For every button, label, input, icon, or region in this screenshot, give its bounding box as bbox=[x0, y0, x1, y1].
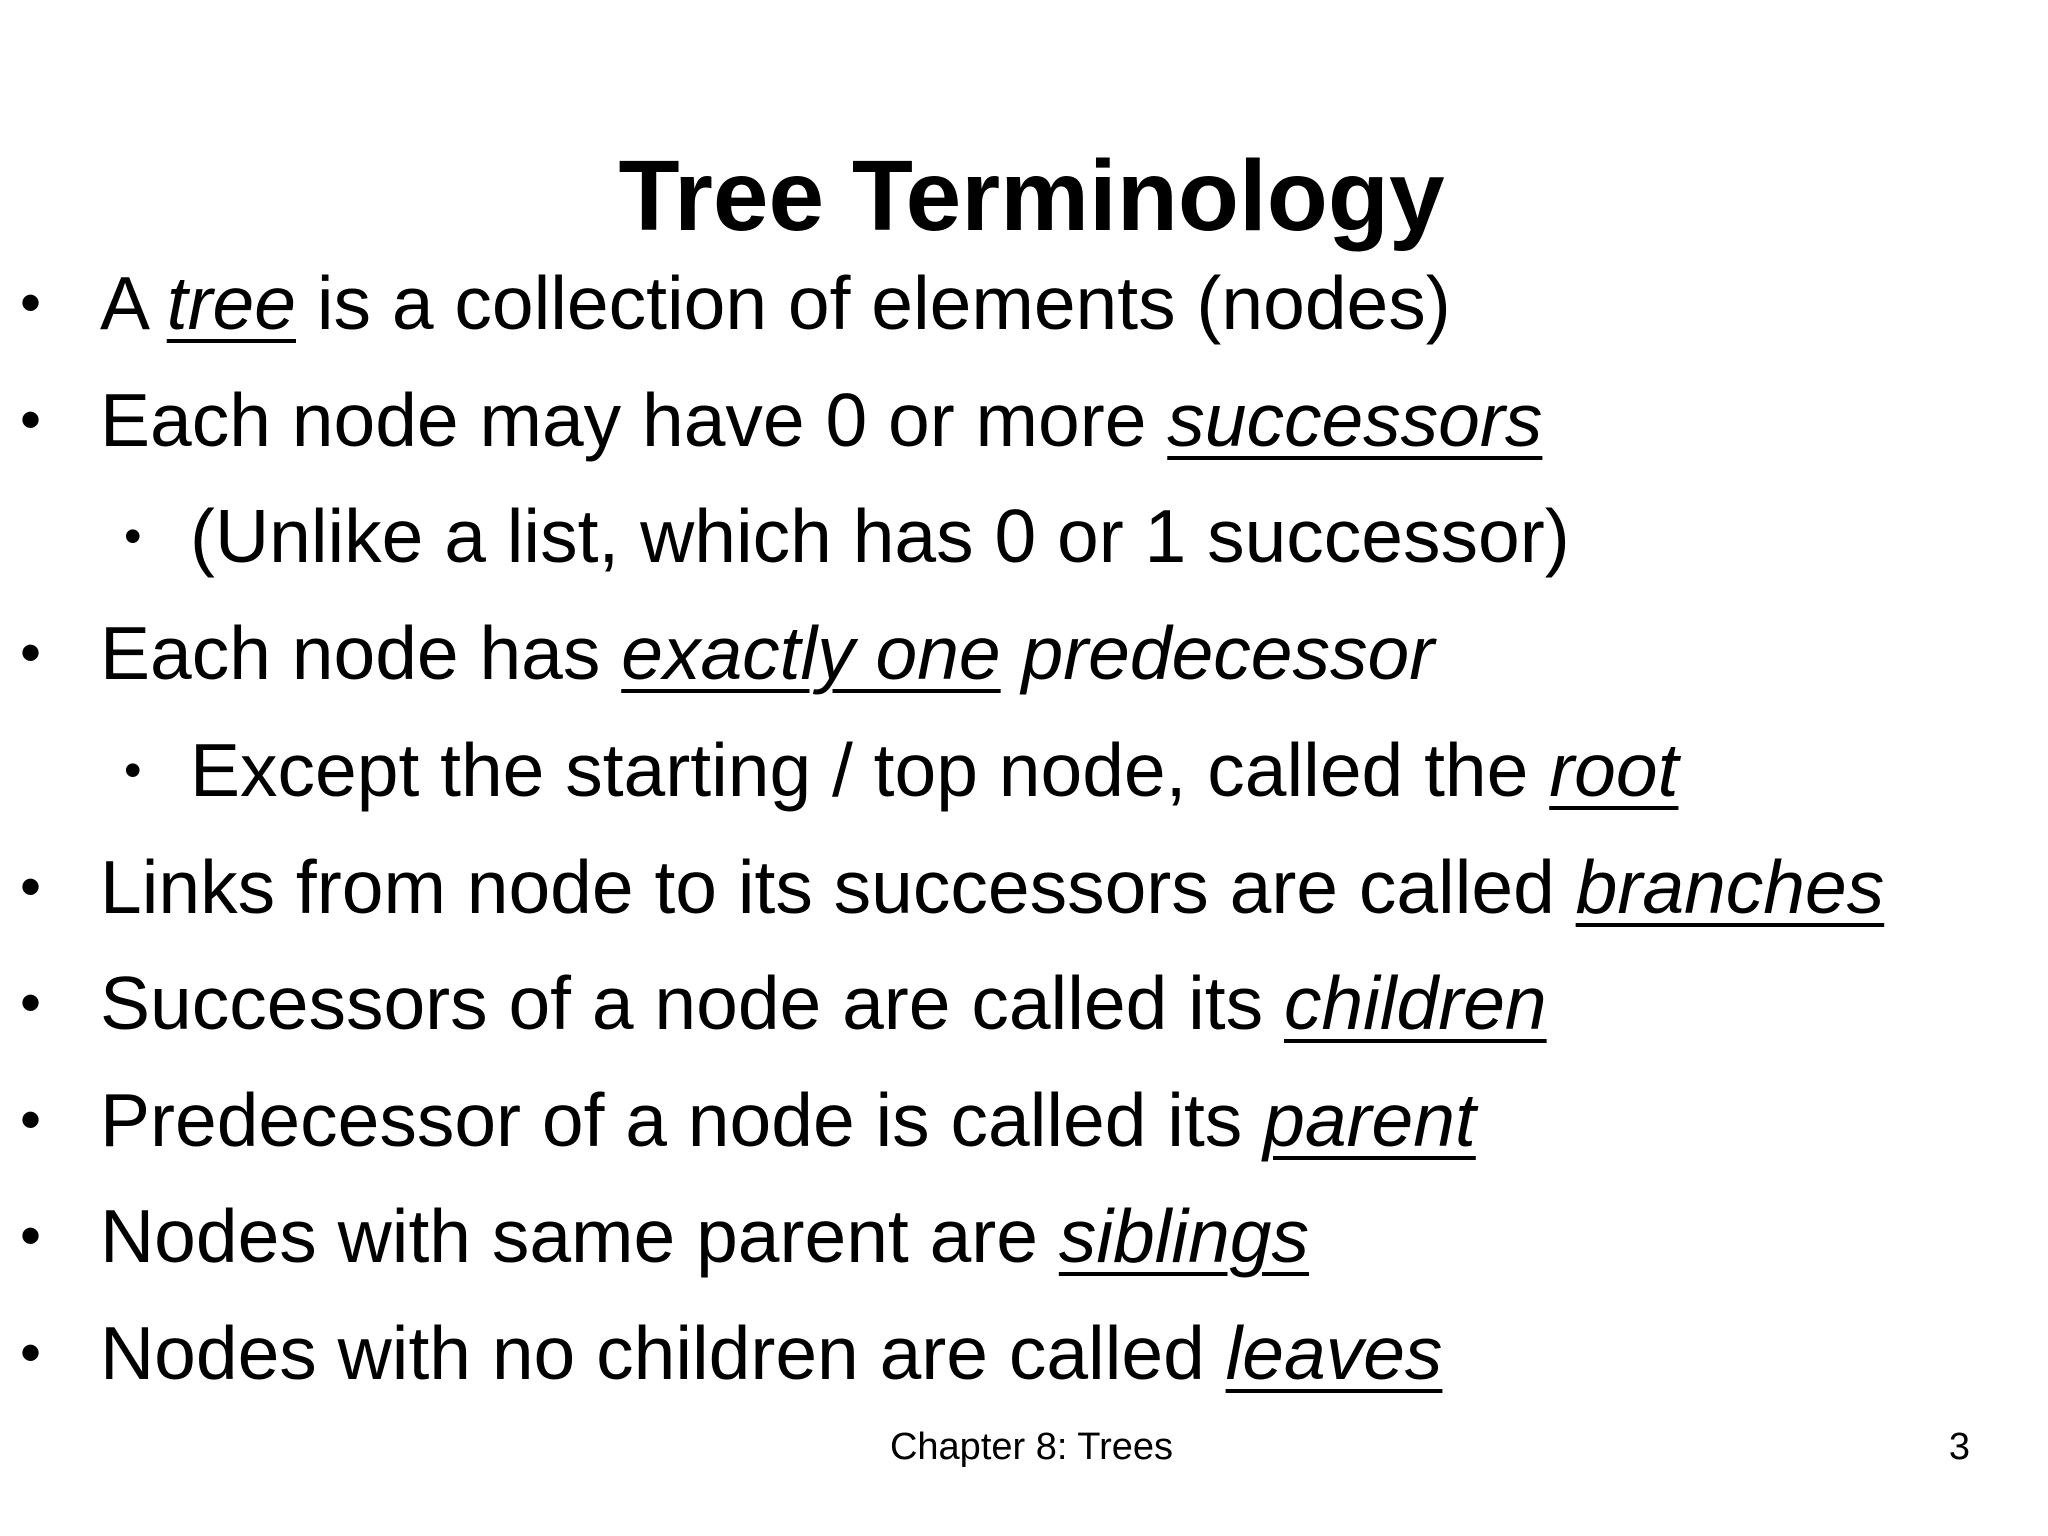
term-predecessor: predecessor bbox=[1021, 611, 1435, 695]
bullet-parent bbox=[20, 1075, 1476, 1165]
bullet-symbol: • bbox=[20, 969, 42, 1036]
bullet-symbol: • bbox=[20, 853, 42, 920]
bullet-siblings bbox=[20, 1191, 1309, 1281]
bullet-branches bbox=[20, 842, 1885, 932]
term-successors: successors bbox=[1167, 378, 1543, 462]
bullet-text bbox=[1001, 611, 1022, 695]
bullet-symbol: • bbox=[20, 269, 42, 336]
slide-title: Tree Terminology bbox=[618, 140, 1445, 252]
bullet-text: A bbox=[100, 261, 167, 345]
term-root: root bbox=[1549, 728, 1679, 812]
term-leaves: leaves bbox=[1225, 1311, 1443, 1395]
bullet-text: Predecessor of a node is called its bbox=[100, 1078, 1264, 1162]
term-exactly-one: exactly one bbox=[621, 611, 1001, 695]
bullet-text: Nodes with same parent are bbox=[100, 1194, 1059, 1278]
bullet-successors bbox=[20, 375, 1543, 465]
bullet-tree bbox=[20, 258, 1451, 348]
sub-bullet-list-comparison bbox=[124, 491, 1570, 581]
sub-bullet-root bbox=[124, 725, 1679, 815]
bullet-symbol: • bbox=[20, 619, 42, 686]
bullet-symbol: • bbox=[20, 1086, 42, 1153]
slide-number: 3 bbox=[1948, 1426, 1970, 1468]
bullet-text: Links from node to its successors are called bbox=[100, 845, 1576, 929]
term-children: children bbox=[1283, 961, 1547, 1045]
bullet-children bbox=[20, 958, 1547, 1048]
term-siblings: siblings bbox=[1058, 1194, 1309, 1278]
bullet-text: Nodes with no children are called bbox=[100, 1311, 1226, 1395]
bullet-symbol: • bbox=[20, 1202, 42, 1269]
bullet-text: Successors of a node are called its bbox=[100, 961, 1284, 1045]
term-parent: parent bbox=[1263, 1078, 1476, 1162]
bullet-predecessor bbox=[20, 608, 1435, 698]
term-branches: branches bbox=[1575, 845, 1885, 929]
bullet-text: is a collection of elements (nodes) bbox=[295, 261, 1451, 345]
bullet-symbol: • bbox=[20, 386, 42, 453]
bullet-symbol: • bbox=[124, 742, 142, 798]
bullet-leaves bbox=[20, 1308, 1443, 1398]
bullet-symbol: • bbox=[124, 508, 142, 564]
bullet-text: Each node has bbox=[100, 611, 622, 695]
bullet-symbol: • bbox=[20, 1319, 42, 1386]
slide-footer: Chapter 8: Trees bbox=[889, 1426, 1174, 1468]
term-tree: tree bbox=[166, 261, 296, 345]
bullet-text: Each node may have 0 or more bbox=[100, 378, 1168, 462]
bullet-text: (Unlike a list, which has 0 or 1 successor) bbox=[190, 494, 1570, 578]
bullet-text: Except the starting / top node, called the bbox=[190, 728, 1550, 812]
